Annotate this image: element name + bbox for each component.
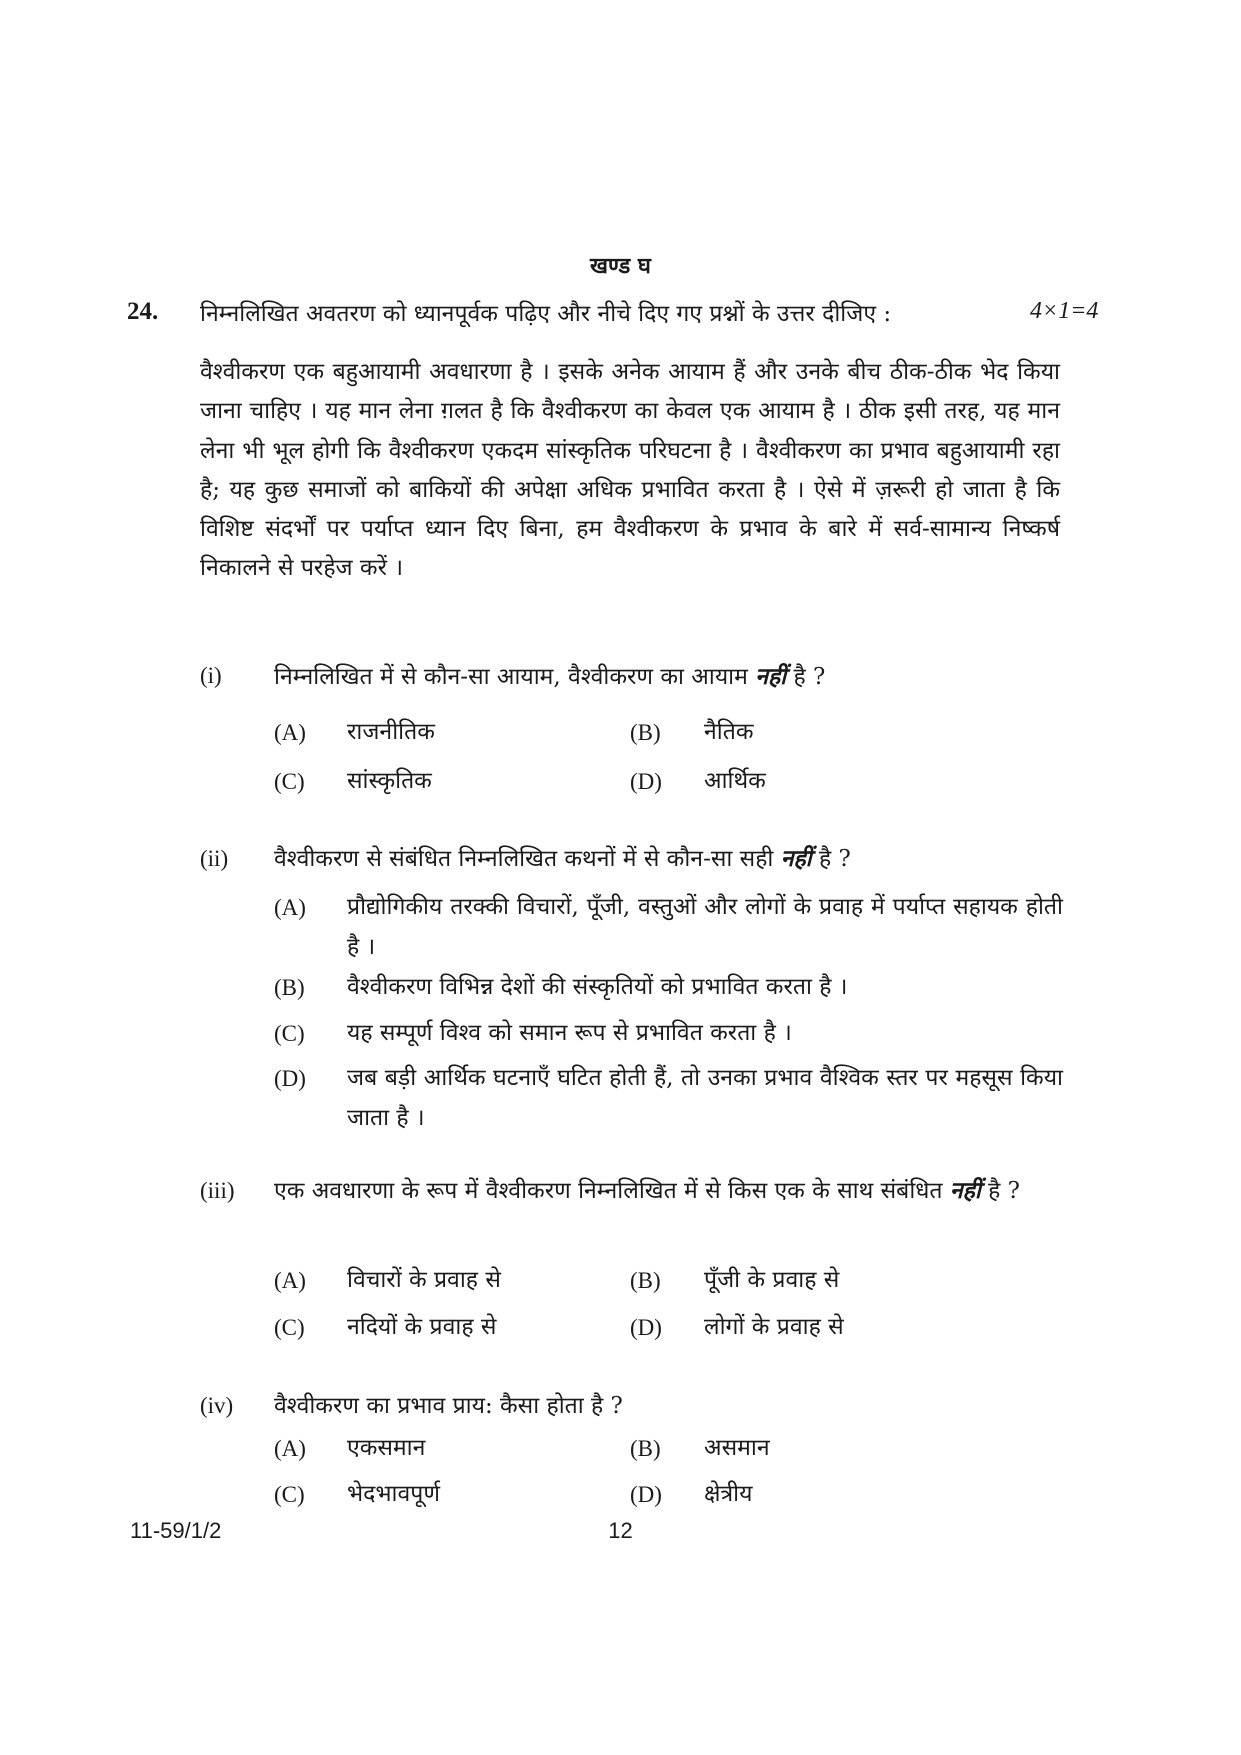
option-text: आर्थिक (704, 768, 766, 794)
subquestion-iii-text (274, 1171, 1064, 1211)
option-label: (A) (274, 1436, 306, 1461)
option-text: राजनीतिक (347, 719, 435, 745)
subquestion-ii-number: (ii) (200, 846, 229, 871)
option-label: (B) (274, 975, 305, 1000)
subquestion-iv-text: वैश्वीकरण का प्रभाव प्राय: कैसा होता है ? (274, 1393, 623, 1419)
option-label: (C) (274, 1021, 305, 1046)
subquestion-ii-emphasis: नहीं (780, 845, 812, 872)
subquestion-ii-stem: वैश्वीकरण से संबंधित निम्नलिखित कथनों में से कौन-सा सही (274, 846, 774, 872)
option-label: (D) (630, 769, 662, 794)
option-label: (D) (274, 1066, 306, 1091)
subquestion-iii-stem: एक अवधारणा के रूप में वैश्वीकरण निम्नलिखित में से किस एक के साथ संबंधित (274, 1178, 943, 1204)
option-label: (C) (274, 769, 305, 794)
option-label: (B) (630, 1436, 661, 1461)
subquestion-i-number: (i) (200, 663, 222, 688)
question-instruction: निम्नलिखित अवतरण को ध्यानपूर्वक पढ़िए और नीचे दिए गए प्रश्नों के उत्तर दीजिए : (200, 301, 892, 327)
option-label: (C) (274, 1482, 305, 1507)
option-label: (A) (274, 895, 306, 920)
subquestion-iii-number: (iii) (200, 1178, 235, 1203)
option-label: (D) (630, 1315, 662, 1340)
option-label: (A) (274, 720, 306, 745)
option-text: क्षेत्रीय (704, 1481, 753, 1507)
option-label: (A) (274, 1268, 306, 1293)
option-text: पूँजी के प्रवाह से (704, 1267, 840, 1293)
option-text: वैश्वीकरण विभिन्न देशों की संस्कृतियों को प्रभावित करता है । (347, 974, 848, 1000)
option-text: विचारों के प्रवाह से (347, 1267, 501, 1293)
subquestion-i-tail: है ? (793, 664, 826, 690)
option-label: (D) (630, 1482, 662, 1507)
subquestion-i-emphasis: नहीं (755, 663, 787, 690)
subquestion-ii-tail: है ? (818, 846, 851, 872)
option-text: जब बड़ी आर्थिक घटनाएँ घटित होती हैं, तो उनका प्रभाव वैश्विक स्तर पर महसूस किया जाता है । (347, 1065, 1063, 1131)
option-text: लोगों के प्रवाह से (704, 1314, 844, 1340)
option-text: सांस्कृतिक (347, 768, 432, 794)
question-marks: 4×1=4 (1030, 298, 1099, 324)
option-label: (B) (630, 720, 661, 745)
option-text: एकसमान (347, 1435, 426, 1461)
option-text: यह सम्पूर्ण विश्व को समान रूप से प्रभावित करता है । (347, 1020, 792, 1046)
subquestion-ii-text (274, 839, 1064, 879)
subquestion-i-stem: निम्नलिखित में से कौन-सा आयाम, वैश्वीकरण का आयाम (274, 664, 748, 690)
subquestion-i-text (274, 657, 1064, 697)
page-number: 12 (608, 1518, 633, 1543)
option-text: प्रौद्योगिकीय तरक्की विचारों, पूँजी, वस्तुओं और लोगों के प्रवाह में पर्याप्त सहायक होती है । (347, 894, 1063, 960)
option-text: भेदभावपूर्ण (347, 1481, 440, 1507)
subquestion-iii-tail: है ? (988, 1178, 1020, 1204)
question-number: 24. (127, 298, 159, 325)
passage: वैश्वीकरण एक बहुआयामी अवधारणा है । इसके अनेक आयाम हैं और उनके बीच ठीक-ठीक भेद किया जाना चाहिए । यह मान लेना ग़लत है कि वैश्वीकरण का केवल एक आयाम है । ठीक इसी तरह, यह मान लेना भी भूल होगी कि वैश्वीकरण एकदम सांस्कृतिक परिघटना है । वैश्वीकरण का प्रभाव बहुआयामी रहा है; यह कुछ समाजों को बाकियों की अपेक्षा अधिक प्रभावित करता है । ऐसे में ज़रूरी हो जाता है कि विशिष्ट संदर्भों पर पर्याप्त ध्यान दिए बिना, हम वैश्वीकरण के प्रभाव के बारे में सर्व-सामान्य निष्कर्ष निकालने से परहेज करें । (200, 359, 1060, 582)
subquestion-iv-number: (iv) (200, 1393, 234, 1418)
option-label: (B) (630, 1268, 661, 1293)
subquestion-iii-emphasis: नहीं (949, 1177, 981, 1204)
paper-code: 11-59/1/2 (130, 1518, 222, 1543)
option-text: असमान (704, 1435, 770, 1461)
option-label: (C) (274, 1315, 305, 1340)
section-title: खण्ड घ (590, 253, 651, 279)
option-text: नैतिक (704, 719, 754, 745)
option-text: नदियों के प्रवाह से (347, 1314, 497, 1340)
